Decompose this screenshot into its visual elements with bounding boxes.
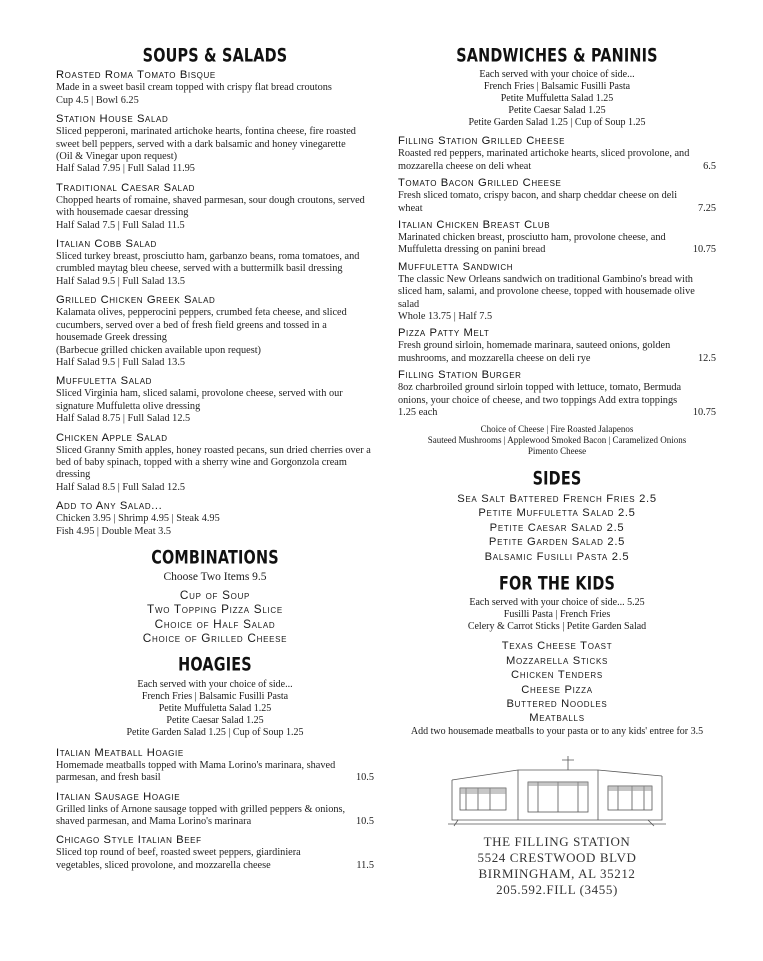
menu-item xyxy=(56,294,374,369)
item-name: Italian Sausage Hoagie xyxy=(56,790,181,803)
combination-option: Cup of Soup xyxy=(179,587,251,602)
item-price: 10.5 xyxy=(355,816,374,828)
item-name: Traditional Caesar Salad xyxy=(56,181,196,194)
kids-meatball-note: Add two housemade meatballs to your pasta or to any kids' entree for 3.5 xyxy=(410,725,704,737)
item-description-row xyxy=(398,148,716,173)
menu-item xyxy=(56,113,374,176)
soups-salads-heading: SOUPS & SALADS xyxy=(142,44,288,67)
item-name: Italian Chicken Breast Club xyxy=(398,219,551,232)
topping-option-line: Sauteed Mushrooms | Applewood Smoked Bacon | Caramelized Onions xyxy=(427,434,687,445)
side-option-line: French Fries | Balsamic Fusilli Pasta xyxy=(483,81,631,93)
item-name: Roasted Roma Tomato Bisque xyxy=(56,69,216,82)
item-description-row xyxy=(398,190,716,215)
sandwiches-heading: SANDWICHES & PANINIS xyxy=(456,44,658,67)
sandwiches-side-options xyxy=(398,69,716,129)
item-description: Made in a sweet basil cream topped with crispy flat bread croutons xyxy=(56,82,332,94)
item-description: Sliced pepperoni, marinated artichoke hearts, fontina cheese, fire roasted sweet bell peppers, served with a dark balsamic and honey vinegarette xyxy=(56,126,356,150)
item-description: The classic New Orleans sandwich on traditional Gambino's bread with sliced ham, salami, and provolone cheese, topped with housemade olive salad xyxy=(398,273,695,310)
item-price: 6.5 xyxy=(703,160,716,172)
menu-item xyxy=(398,135,716,173)
item-description-row xyxy=(56,847,374,872)
item-description: Sliced turkey breast, prosciutto ham, garbanzo beans, roma tomatoes, and crumbled maytag bleu cheese, served with a buttermilk basil dressing xyxy=(56,251,360,275)
side-item: Sea Salt Battered French Fries 2.5 xyxy=(457,492,657,505)
menu-item xyxy=(398,177,716,215)
menu-item xyxy=(398,261,716,324)
street-address: 5524 CRESTWOOD BLVD xyxy=(477,849,637,865)
phone-number: 205.592.FILL (3455) xyxy=(496,881,618,897)
item-name: Station House Salad xyxy=(56,113,169,126)
side-option-line: Petite Muffuletta Salad 1.25 xyxy=(158,702,272,714)
side-option-line: Celery & Carrot Sticks | Petite Garden Salad xyxy=(467,621,647,633)
combinations-heading: COMBINATIONS xyxy=(151,546,279,569)
kids-item: Chicken Tenders xyxy=(511,669,603,682)
kids-item: Buttered Noodles xyxy=(506,697,608,710)
side-option-line: Each served with your choice of side... 5.25 xyxy=(469,597,645,609)
topping-option-line: Pimento Cheese xyxy=(527,445,587,456)
menu-item xyxy=(56,238,374,288)
menu-item xyxy=(56,747,374,785)
menu-item xyxy=(56,834,374,872)
side-option-line: Each served with your choice of side... xyxy=(137,678,293,690)
menu-item xyxy=(398,219,716,257)
side-item: Petite Muffuletta Salad 2.5 xyxy=(478,507,636,520)
item-description: Fresh sliced tomato, crispy bacon, and sharp cheddar cheese on deli wheat xyxy=(398,190,678,214)
item-price-options: Whole 13.75 | Half 7.5 xyxy=(398,311,493,323)
hoagies-list xyxy=(56,747,374,872)
kids-item: Texas Cheese Toast xyxy=(501,640,613,653)
menu-item xyxy=(398,369,716,419)
side-item: Balsamic Fusilli Pasta 2.5 xyxy=(484,550,630,563)
side-option-line: Petite Caesar Salad 1.25 xyxy=(508,105,606,117)
combination-option: Two Topping Pizza Slice xyxy=(147,602,283,617)
item-description: Sliced top round of beef, roasted sweet peppers, giardiniera vegetables, sliced provolone, and mozzarella cheese xyxy=(56,847,301,871)
item-name: Add to Any Salad... xyxy=(56,500,163,513)
item-name: Muffuletta Salad xyxy=(56,375,153,388)
right-column xyxy=(398,44,716,898)
side-option-line: Petite Garden Salad 1.25 | Cup of Soup 1.25 xyxy=(126,726,304,738)
menu-item xyxy=(56,375,374,425)
item-price: 7.25 xyxy=(697,202,716,214)
combination-option: Choice of Half Salad xyxy=(154,616,276,631)
soups-salads-list xyxy=(56,69,374,538)
item-description: Half Salad 9.5 | Full Salad 13.5 xyxy=(56,275,186,287)
item-description: Cup 4.5 | Bowl 6.25 xyxy=(56,94,139,106)
item-description: Marinated chicken breast, prosciutto ham, provolone cheese, and Muffuletta dressing on panini bread xyxy=(398,232,666,256)
item-name: Pizza Patty Melt xyxy=(398,327,490,340)
combinations-list xyxy=(56,588,374,646)
menu-item xyxy=(56,69,374,107)
item-name: Filling Station Burger xyxy=(398,369,522,382)
item-price: 10.75 xyxy=(692,407,716,419)
item-price: 11.5 xyxy=(356,859,374,871)
item-description: Half Salad 9.5 | Full Salad 13.5 xyxy=(56,356,186,368)
item-description: (Barbecue grilled chicken available upon request) xyxy=(56,344,261,356)
hoagies-heading: HOAGIES xyxy=(178,653,252,676)
side-option-line: French Fries | Balsamic Fusilli Pasta xyxy=(141,690,289,702)
restaurant-building-illustration xyxy=(448,746,666,828)
kids-list xyxy=(398,639,716,725)
sides-heading: SIDES xyxy=(532,466,582,489)
side-option-line: Petite Muffuletta Salad 1.25 xyxy=(500,93,614,105)
item-description: Half Salad 7.5 | Full Salad 11.5 xyxy=(56,219,185,231)
kids-item: Cheese Pizza xyxy=(521,683,593,696)
hoagies-section xyxy=(56,653,374,872)
item-description: (Oil & Vinegar upon request) xyxy=(56,151,178,163)
item-price: 10.75 xyxy=(692,244,716,256)
item-description: Grilled links of Arnone sausage topped with grilled peppers & onions, shaved parmesan, and Mama Lorino's marinara xyxy=(56,803,346,828)
sandwiches-list xyxy=(398,135,716,419)
burger-topping-options xyxy=(398,424,716,457)
item-description: Half Salad 8.75 | Full Salad 12.5 xyxy=(56,413,191,425)
item-price: 12.5 xyxy=(697,352,716,364)
kids-item: Meatballs xyxy=(529,712,585,725)
item-description-row xyxy=(398,340,716,365)
item-description: 8oz charbroiled ground sirloin topped with lettuce, tomato, Bermuda onions, your choice of cheese, and two toppings Add extra toppings 1.25 each xyxy=(398,382,682,419)
item-name: Filling Station Grilled Cheese xyxy=(398,135,566,148)
menu-item xyxy=(398,327,716,365)
item-name: Chicken Apple Salad xyxy=(56,431,168,444)
item-description: Homemade meatballs topped with Mama Lorino's marinara, shaved parmesan, and fresh basil xyxy=(56,759,336,784)
item-description: Half Salad 8.5 | Full Salad 12.5 xyxy=(56,481,186,493)
combinations-intro: Choose Two Items 9.5 xyxy=(163,571,267,584)
menu-item xyxy=(56,182,374,232)
item-description: Fresh ground sirloin, homemade marinara, sauteed onions, golden mushrooms, and mozzarella cheese on deli rye xyxy=(398,340,671,364)
side-option-line: Petite Caesar Salad 1.25 xyxy=(166,714,264,726)
side-option-line: Each served with your choice of side... xyxy=(479,69,635,81)
side-option-line: Petite Garden Salad 1.25 | Cup of Soup 1.25 xyxy=(468,117,646,129)
item-description: Kalamata olives, pepperocini peppers, crumbed feta cheese, and sliced cucumbers, served over a bed of fresh field greens and tossed in a housemade Greek dressing xyxy=(56,307,347,344)
kids-side-options xyxy=(398,597,716,633)
left-column xyxy=(56,44,374,878)
menu-item xyxy=(56,791,374,829)
item-description: Fish 4.95 | Double Meat 3.5 xyxy=(56,525,172,537)
side-item: Petite Caesar Salad 2.5 xyxy=(489,521,625,534)
kids-item: Mozzarella Sticks xyxy=(505,654,609,667)
city-state-zip: BIRMINGHAM, AL 35212 xyxy=(478,865,636,881)
sides-list xyxy=(398,492,716,564)
combinations-section xyxy=(56,546,374,645)
item-description: Sliced Virginia ham, sliced salami, provolone cheese, served with our signature Muffuletta olive dressing xyxy=(56,388,343,412)
item-description-row xyxy=(56,760,374,785)
item-description: Roasted red peppers, marinated artichoke hearts, sliced provolone, and mozzarella cheese on deli wheat xyxy=(398,148,690,172)
item-description-row xyxy=(56,804,374,829)
restaurant-name: THE FILLING STATION xyxy=(483,833,631,849)
item-description: Sliced Granny Smith apples, honey roasted pecans, sun dried cherries over a bed of baby spinach, topped with a sherry wine and Gorgonzola cream dressing xyxy=(56,444,371,481)
item-name: Muffuletta Sandwich xyxy=(398,260,514,273)
item-name: Tomato Bacon Grilled Cheese xyxy=(398,177,562,190)
item-name: Chicago Style Italian Beef xyxy=(56,834,202,847)
item-description: Half Salad 7.95 | Full Salad 11.95 xyxy=(56,163,195,175)
item-description: Chopped hearts of romaine, shaved parmesan, sour dough croutons, served with housemade caesar dressing xyxy=(56,194,365,219)
item-price: 10.5 xyxy=(355,772,374,784)
kids-heading: FOR THE KIDS xyxy=(498,572,616,595)
side-option-line: Fusilli Pasta | French Fries xyxy=(503,609,611,621)
combination-option: Choice of Grilled Cheese xyxy=(142,631,288,645)
item-name: Italian Meatball Hoagie xyxy=(56,746,184,759)
side-item: Petite Garden Salad 2.5 xyxy=(488,536,626,549)
topping-option-line: Choice of Cheese | Fire Roasted Jalapenos xyxy=(480,423,634,434)
item-name: Italian Cobb Salad xyxy=(56,238,157,251)
item-description-row xyxy=(398,382,716,419)
item-description-row xyxy=(398,232,716,257)
item-name: Grilled Chicken Greek Salad xyxy=(56,294,216,307)
menu-item xyxy=(56,500,374,538)
menu-item xyxy=(56,432,374,495)
item-description: Chicken 3.95 | Shrimp 4.95 | Steak 4.95 xyxy=(56,513,220,525)
hoagies-side-options xyxy=(56,679,374,739)
